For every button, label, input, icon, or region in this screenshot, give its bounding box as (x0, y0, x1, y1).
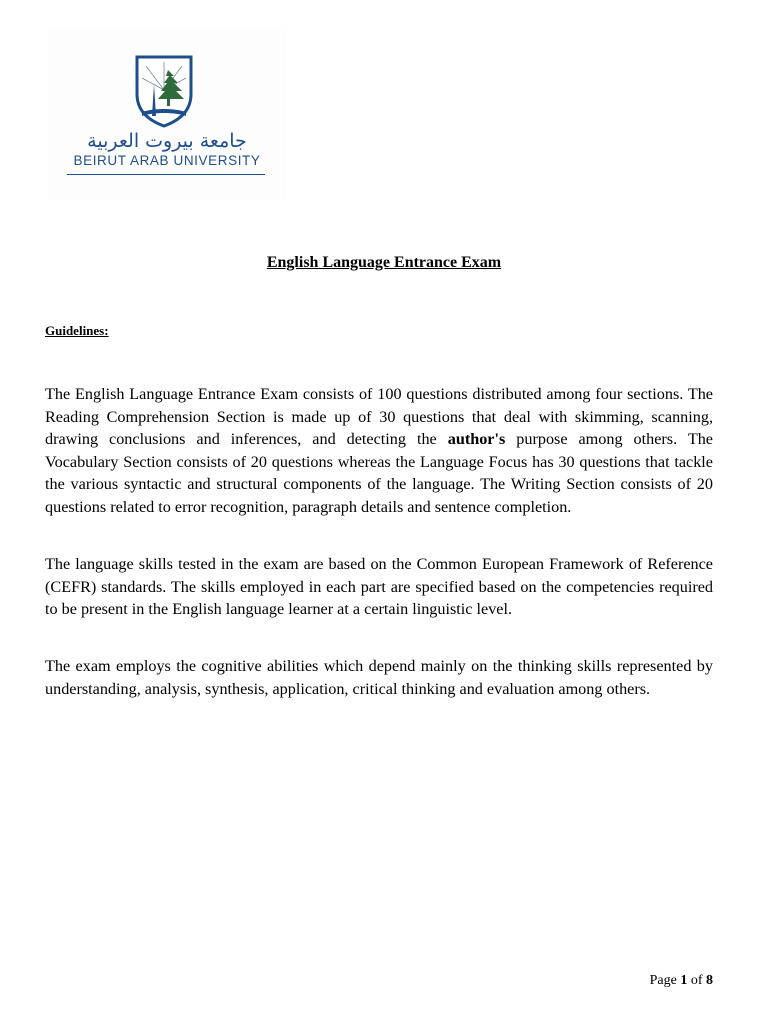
university-shield-icon (134, 54, 194, 128)
footer-current-page: 1 (680, 973, 688, 988)
paragraph-exam-structure (45, 383, 713, 519)
footer-page-word: Page (649, 973, 677, 988)
university-logo (48, 30, 286, 200)
document-title: English Language Entrance Exam (266, 254, 502, 271)
footer-total-pages: 8 (706, 973, 713, 988)
footer-of-word: of (690, 973, 703, 988)
paragraph-cognitive-abilities: The exam employs the cognitive abilities which depend mainly on the thinking skills represented by understanding, analysis, synthesis, application, critical thinking and evaluation among others. (45, 657, 713, 698)
logo-divider (67, 174, 265, 175)
guidelines-heading: Guidelines: (45, 323, 109, 338)
university-name-english: BEIRUT ARAB UNIVERSITY (73, 153, 261, 168)
paragraph-1-end: purpose among others. The Vocabulary Section consists of 20 questions whereas the Language Focus has 30 questions that tackle the various syntactic and structural components of the language. The Writing Section consists of 20 questions related to error recognition, paragraph details and sentence completion. (45, 430, 713, 516)
paragraph-1-start: The English Language Entrance Exam consists of 100 questions distributed among four sections. The Reading Comprehension Section is made up of 30 questions that deal with skimming, scanning, drawing conclusions and inferences, and detecting the (45, 385, 713, 449)
page-number-footer (650, 972, 713, 990)
university-name-arabic: جامعة بيروت العربية (87, 130, 247, 152)
paragraph-cefr-standards: The language skills tested in the exam are based on the Common European Framework of Reference (CEFR) standards. The skills employed in each part are specified based on the competencies required to be present in the English language learner at a certain linguistic level. (45, 555, 713, 619)
paragraph-1-bold-word: author's (447, 430, 506, 449)
